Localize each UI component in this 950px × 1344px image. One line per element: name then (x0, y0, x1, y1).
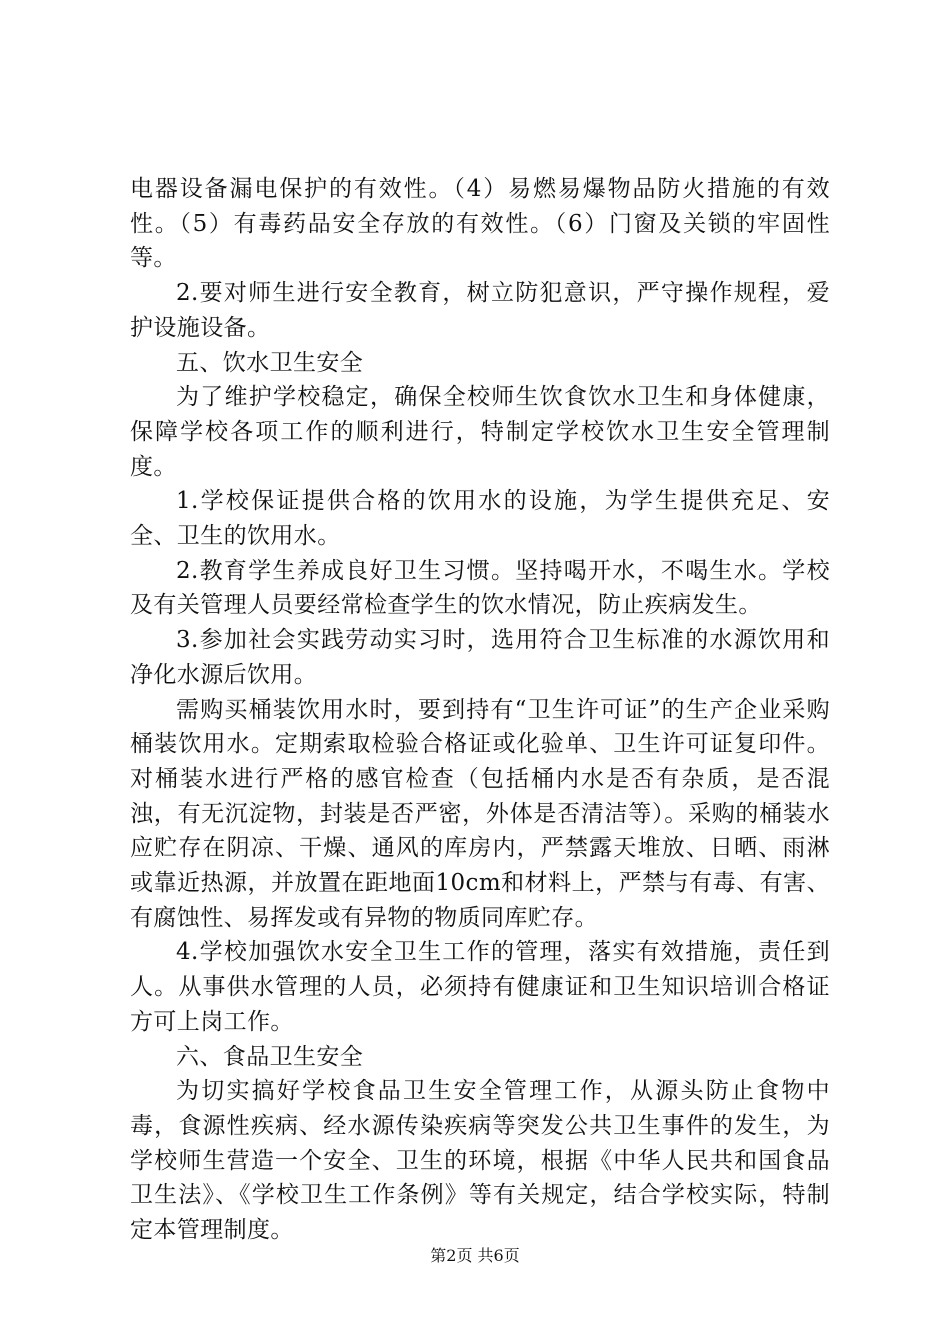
page-number-footer: 第2页 共6页 (430, 1246, 520, 1265)
paragraph-water-intro: 为了维护学校稳定，确保全校师生饮食饮水卫生和身体健康，保障学校各项工作的顺利进行，特制定学校饮水卫生安全管理制度。 (130, 384, 830, 480)
paragraph-water-item-4: 4.学校加强饮水安全卫生工作的管理，落实有效措施，责任到人。从事供水管理的人员，必须持有健康证和卫生知识培训合格证方可上岗工作。 (130, 939, 830, 1035)
section-heading-food-safety: 六、食品卫生安全 (176, 1043, 364, 1070)
paragraph-bottled-water: 需购买桶装饮用水时，要到持有“卫生许可证”的生产企业采购桶装饮用水。定期索取检验合格证或化验单、卫生许可证复印件。对桶装水进行严格的感官检查（包括桶内水是否有杂质，是否混浊，有无沉淀物，封装是否严密，外体是否清洁等）。采购的桶装水应贮存在阴凉、干燥、通风的库房内，严禁露天堆放、日晒、雨淋或靠近热源，并放置在距地面10cm和材料上，严禁与有毒、有害、有腐蚀性、易挥发或有异物的物质同库贮存。 (130, 696, 830, 931)
section-heading-water-safety: 五、饮水卫生安全 (176, 349, 364, 376)
paragraph-food-intro: 为切实搞好学校食品卫生安全管理工作，从源头防止食物中毒，食源性疾病、经水源传染疾病等突发公共卫生事件的发生，为学校师生营造一个安全、卫生的环境，根据《中华人民共和国食品卫生法》、《学校卫生工作条例》等有关规定，结合学校实际，特制定本管理制度。 (130, 1078, 830, 1244)
paragraph-water-item-3: 3.参加社会实践劳动实习时，选用符合卫生标准的水源饮用和净化水源后饮用。 (130, 627, 830, 688)
paragraph-water-item-1: 1.学校保证提供合格的饮用水的设施，为学生提供充足、安全、卫生的饮用水。 (130, 488, 830, 550)
paragraph-continuation: 电器设备漏电保护的有效性。（4）易燃易爆物品防火措施的有效性。（5）有毒药品安全存放的有效性。（6）门窗及关锁的牢固性等。 (130, 176, 830, 272)
paragraph-water-item-2: 2.教育学生养成良好卫生习惯。坚持喝开水，不喝生水。学校及有关管理人员要经常检查学生的饮水情况，防止疾病发生。 (130, 557, 830, 619)
paragraph-safety-education: 2.要对师生进行安全教育，树立防犯意识，严守操作规程，爱护设施设备。 (130, 280, 830, 341)
document-body (130, 172, 830, 1248)
